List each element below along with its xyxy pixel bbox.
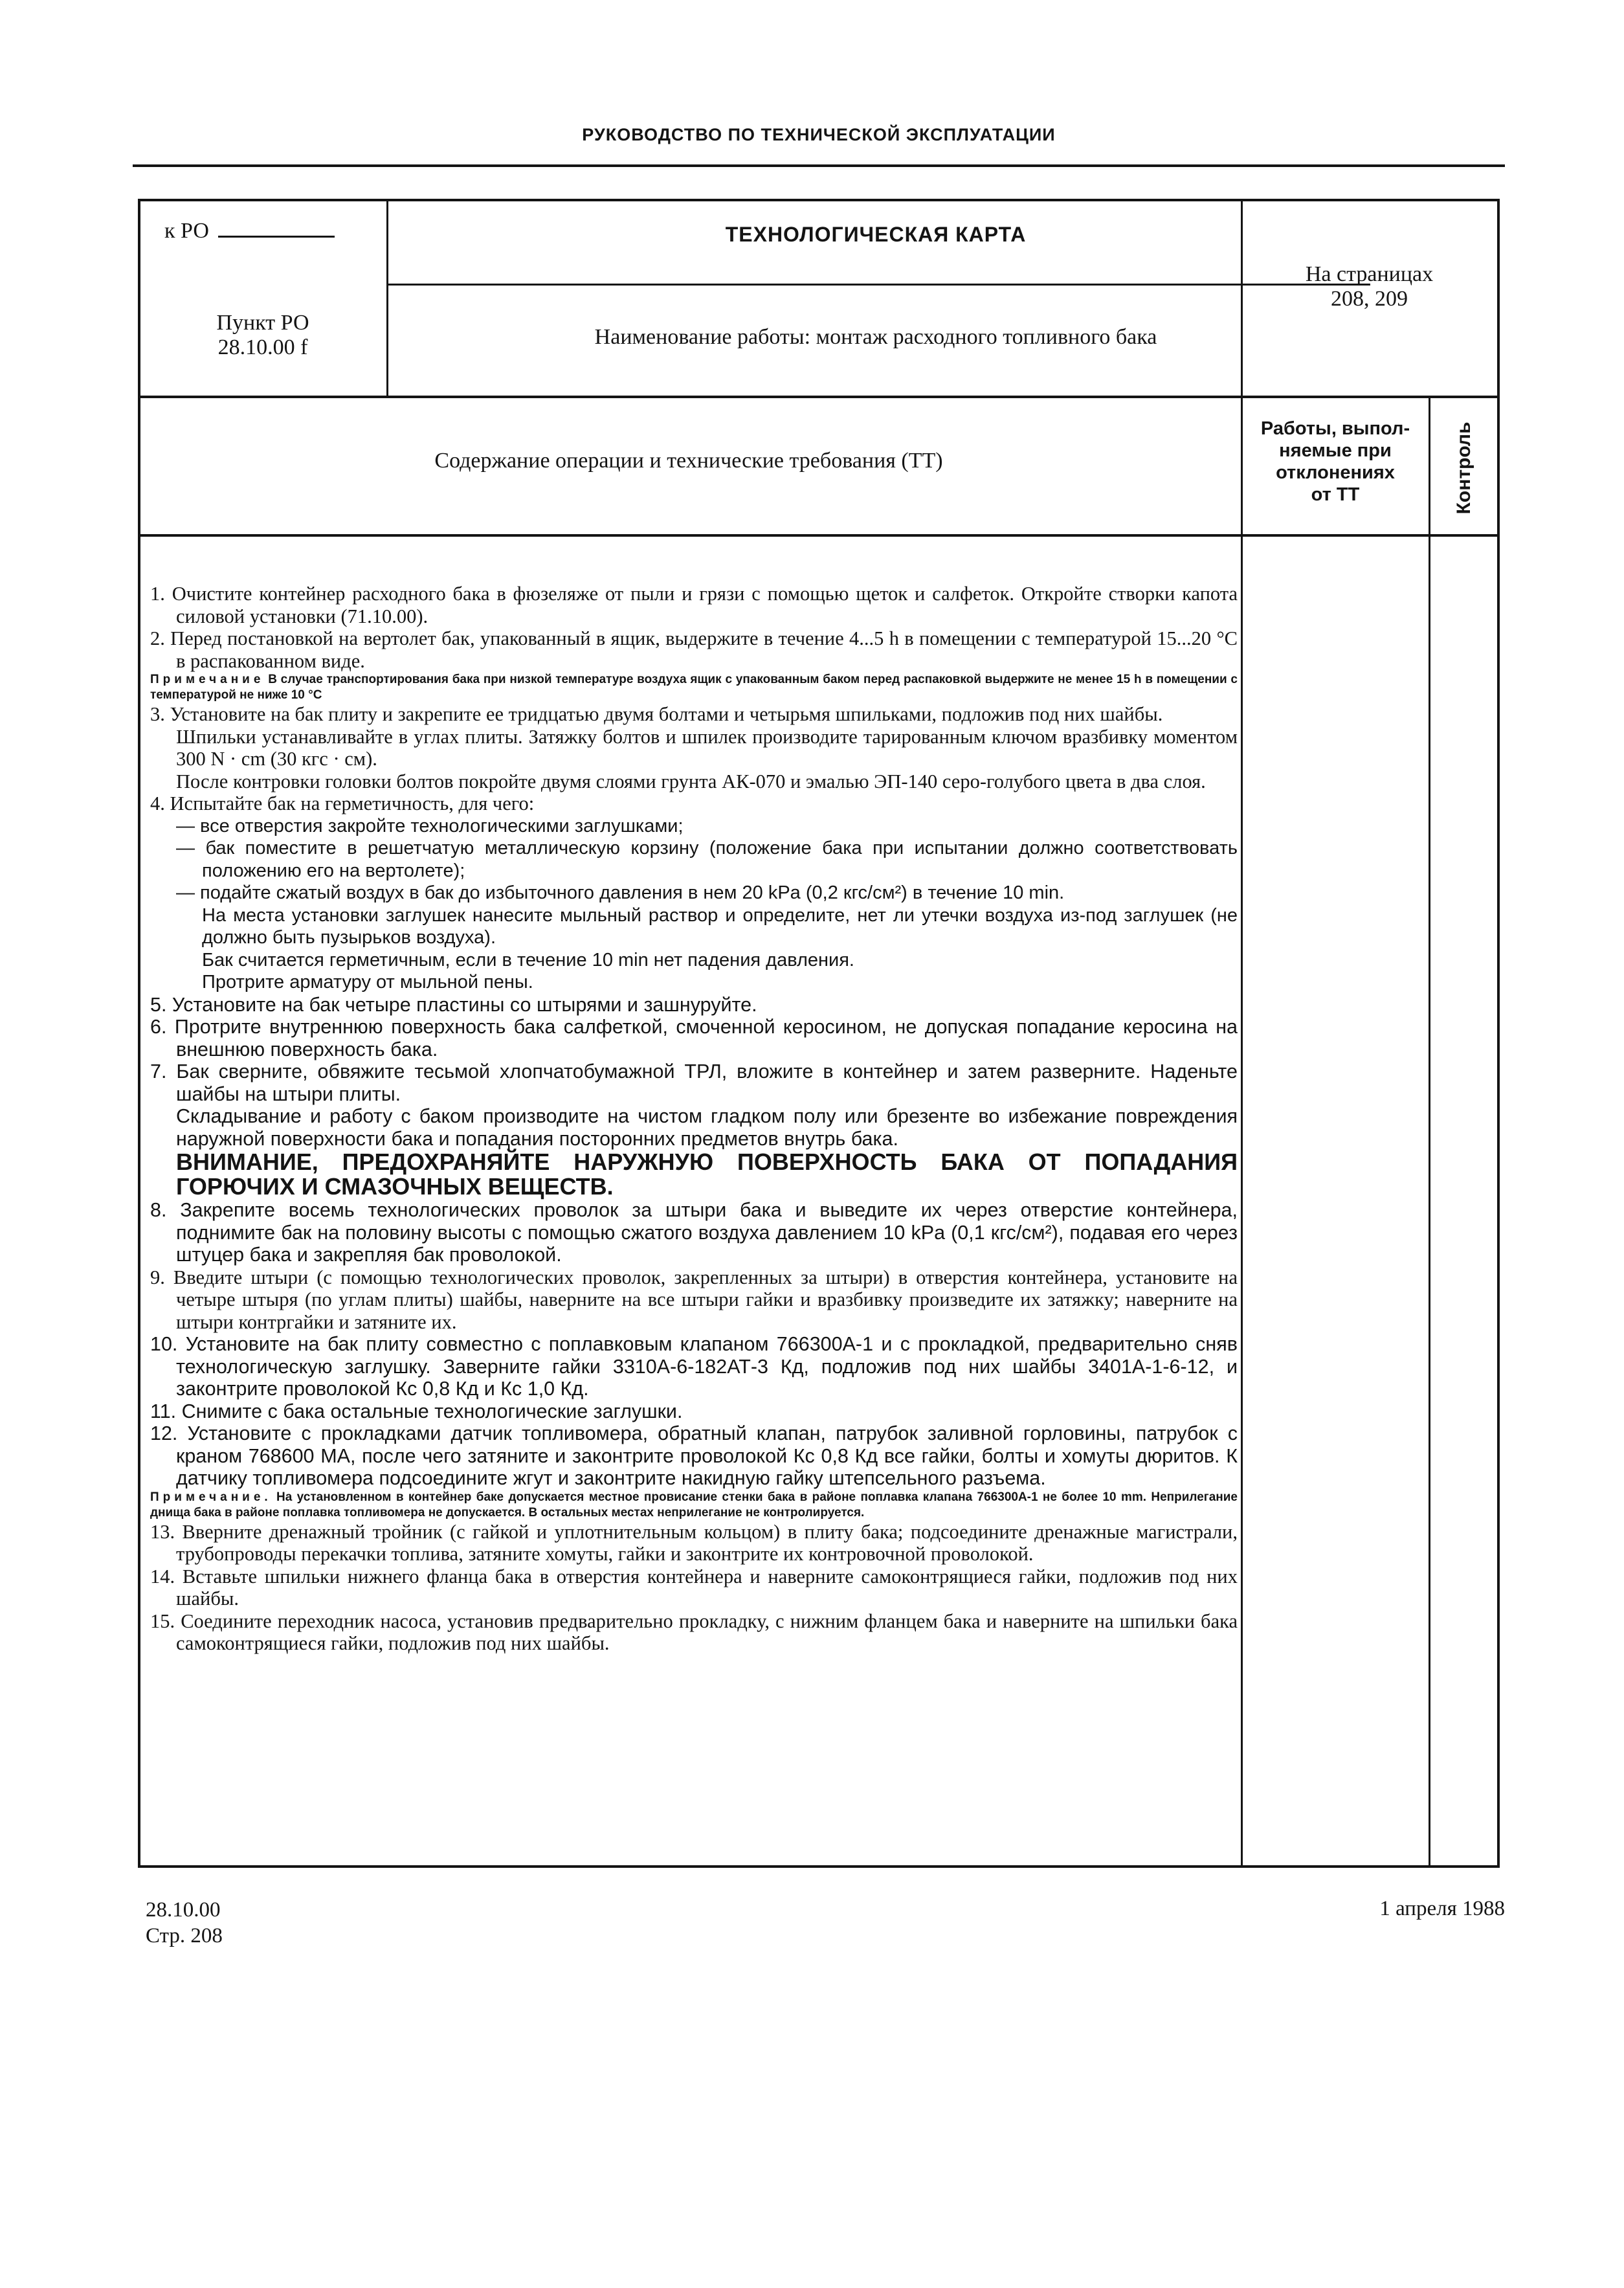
- note-1-label: Примечание: [150, 673, 265, 686]
- note-1: [150, 672, 1238, 703]
- title-divider: [386, 284, 1370, 286]
- control-column-divider: [1429, 396, 1430, 1865]
- col-deviations-header: Работы, выпол- няемые при отклонениях от ТТ: [1260, 418, 1410, 505]
- pages-label: На страницах: [1305, 262, 1434, 286]
- footer-date: 1 апреля 1988: [1379, 1897, 1505, 1920]
- step-10: 10. Установите на бак плиту совместно с поплавковым клапаном 766300А-1 и с прокладкой, предварительно сняв технологическую заглушку. Заверните гайки 3310А-6-182АТ-3 Кд, подложив под них шайбы 3401А-1-6-12, и законтрите проволокой Кс 0,8 Кд и Кс 1,0 Кд.: [150, 1333, 1238, 1400]
- step-9: 9. Введите штыри (с помощью технологических проволок, закрепленных за штыри) в отверстия контейнера, установите на четыре штыря (по углам плиты) шайбы, наверните на все штыри гайки и вразбивку произведите их затяжку; наверните на штыри контргайки и затяните их.: [150, 1266, 1238, 1333]
- operations-content: [150, 583, 1238, 1655]
- step-8: 8. Закрепите восемь технологических проволок за штыри бака и выведите их через отверстие контейнера, поднимите бак на половину высоты с помощью сжатого воздуха давлением 10 kPa (0,1 кгс/см²), подавая его через штуцер бака и закрепляя бак проволокой.: [150, 1199, 1238, 1266]
- step-7-detail: Складывание и работу с баком производите на чистом гладком полу или брезенте во избежание повреждения наружной поверхности бака и попадания посторонних предметов внутрь бака.: [176, 1105, 1238, 1150]
- step-14: 14. Вставьте шпильки нижнего фланца бака в отверстия контейнера и наверните самоконтрящиеся гайки, подложив под них шайбы.: [150, 1565, 1238, 1609]
- item-ref: [141, 311, 384, 360]
- step-1: 1. Очистите контейнер расходного бака в фюзеляже от пыли и грязи с помощью щеток и салфеток. Откройте створки капота силовой установки (71.10.00).: [150, 583, 1238, 627]
- step-4-dash-1: — все отверстия закройте технологическими заглушками;: [176, 815, 684, 836]
- footer-section: [146, 1897, 223, 1949]
- step-12: 12. Установите с прокладками датчик топливомера, обратный клапан, патрубок заливной горловины, патрубок с краном 768600 МА, после чего затяните и законтрите проволокой Кс 0,8 Кд все гайки, болты и хомуты дюритов. К датчику топливомера подсоедините жгут и законтрите накидную гайку штепсельного разъема.: [150, 1422, 1238, 1489]
- step-3: 3. Установите на бак плиту и закрепите ее тридцатью двумя болтами и четырьмя шпильками, подложив под них шайбы.: [150, 703, 1163, 725]
- step-13: 13. Вверните дренажный тройник (с гайкой и уплотнительным кольцом) в плиту бака; подсоедините дренажные магистрали, трубопроводы перекачки топлива, затяните хомуты, гайки и законтрите их контровочной проволокой.: [150, 1520, 1238, 1565]
- item-label: Пункт РО: [216, 311, 309, 335]
- header-rule: [133, 164, 1505, 167]
- step-4-detail-1: На места установки заглушек нанесите мыльный раствор и определите, нет ли утечки воздуха из-под заглушек (не должно быть пузырьков воздуха).: [202, 904, 1238, 948]
- step-3-detail-1: Шпильки устанавливайте в углах плиты. Затяжку болтов и шпилек производите тарированным ключом вразбивку моментом 300 N · cm (30 кгс · см).: [176, 725, 1238, 770]
- note-2: [150, 1490, 1238, 1521]
- column-header-bottom-rule: [140, 534, 1500, 537]
- footer-section-code: 28.10.00: [146, 1898, 221, 1922]
- step-4: 4. Испытайте бак на герметичность, для чего:: [150, 792, 535, 814]
- step-11: 11. Снимите с бака остальные технологические заглушки.: [150, 1400, 683, 1422]
- card-title: ТЕХНОЛОГИЧЕСКАЯ КАРТА: [725, 223, 1027, 246]
- pages-block: [1241, 262, 1497, 311]
- step-4-detail-3: Протрите арматуру от мыльной пены.: [202, 972, 533, 993]
- step-7: 7. Бак сверните, обвяжите тесьмой хлопчатобумажной ТРЛ, вложите в контейнер и затем разверните. Наденьте шайбы на штыри плиты.: [150, 1060, 1238, 1105]
- col-control-header: [1433, 411, 1495, 524]
- step-3-detail-2: После контровки головки болтов покройте двумя слоями грунта АК-070 и эмалью ЭП-140 серо-голубого цвета в два слоя.: [176, 770, 1206, 792]
- running-header: РУКОВОДСТВО ПО ТЕХНИЧЕСКОЙ ЭКСПЛУАТАЦИИ: [582, 125, 1056, 144]
- step-7-warning: ВНИМАНИЕ, ПРЕДОХРАНЯЙТЕ НАРУЖНУЮ ПОВЕРХНОСТЬ БАКА ОТ ПОПАДАНИЯ ГОРЮЧИХ И СМАЗОЧНЫХ ВЕЩЕСТВ.: [176, 1149, 1238, 1200]
- step-4-dash-3: — подайте сжатый воздух в бак до избыточного давления в нем 20 kPa (0,2 кгс/см²) в течение 10 min.: [176, 882, 1065, 903]
- ref-label: к РО: [164, 219, 209, 243]
- step-4-dash-2: — бак поместите в решетчатую металлическую корзину (положение бака при испытании должно соответствовать положению его на вертолете);: [176, 838, 1238, 881]
- step-2: 2. Перед постановкой на вертолет бак, упакованный в ящик, выдержите в течение 4...5 h в помещении с температурой 15...20 °С в распакованном виде.: [150, 627, 1238, 672]
- pages-value: 208, 209: [1331, 287, 1408, 311]
- ref-blank: [218, 220, 335, 238]
- step-15: 15. Соедините переходник насоса, установив предварительно прокладку, с нижним фланцем бака и наверните на шпильки бака самоконтрящиеся гайки, подложив под них шайбы.: [150, 1609, 1238, 1654]
- ref-field: [148, 219, 397, 243]
- work-name: Наименование работы: монтаж расходного топливного бака: [594, 325, 1157, 349]
- item-number: 28.10.00 f: [217, 335, 308, 359]
- step-5: 5. Установите на бак четыре пластины со штырями и зашнуруйте.: [150, 993, 757, 1016]
- col-control-label: Контроль: [1452, 421, 1474, 514]
- note-2-label: Примечание.: [150, 1490, 272, 1504]
- step-6: 6. Протрите внутреннюю поверхность бака салфеткой, смоченной керосином, не допуская попадание керосина на внешнюю поверхность бака.: [150, 1016, 1238, 1060]
- footer-page-number: Стр. 208: [146, 1924, 223, 1947]
- step-4-detail-2: Бак считается герметичным, если в течение 10 min нет падения давления.: [202, 949, 854, 970]
- note-1-text: В случае транспортирования бака при низкой температуре воздуха ящик с упакованным баком перед распаковкой выдержите не менее 15 h в помещении с температурой не ниже 10 °С: [150, 673, 1238, 702]
- header-bottom-rule: [140, 396, 1500, 398]
- note-2-text: На установленном в контейнер баке допускается местное провисание стенки бака в районе поплавка клапана 766300А-1 не более 10 mm. Неприлегание днища бака в районе поплавка топливомера не допускается. В остальных местах неприлегание не контролируется.: [150, 1490, 1238, 1520]
- col-operations-header: Содержание операции и технические требования (ТТ): [434, 449, 943, 473]
